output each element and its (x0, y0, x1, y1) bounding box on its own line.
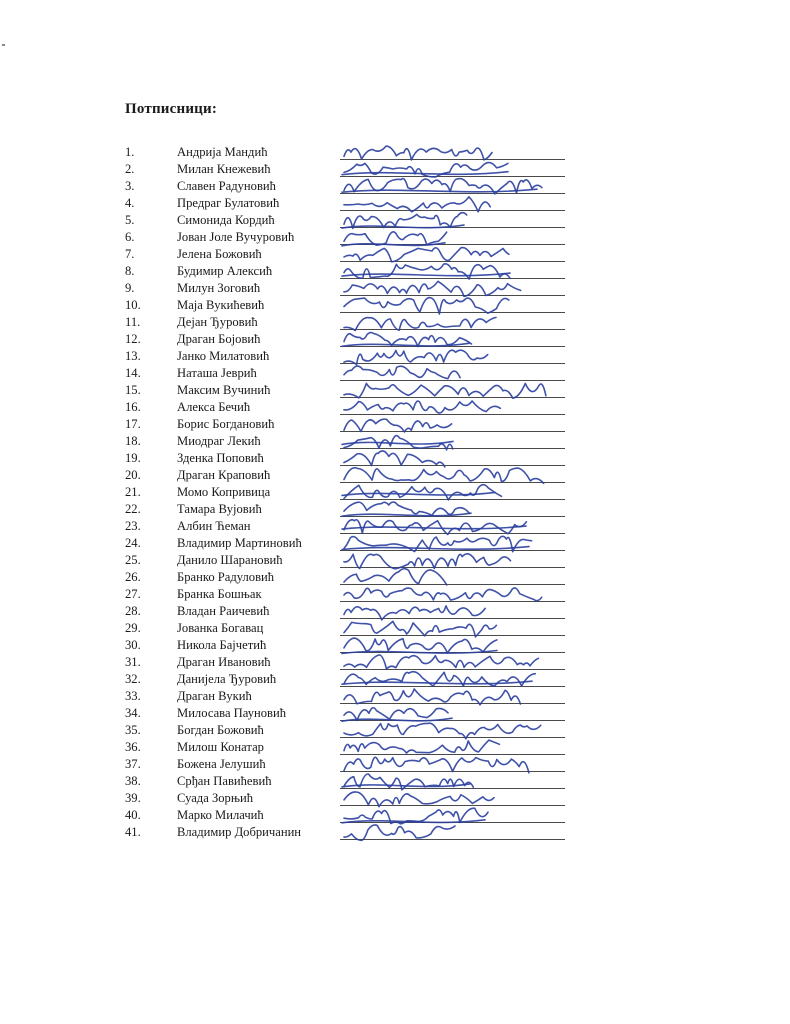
signature-line (340, 244, 565, 245)
signatory-row (125, 212, 565, 229)
signatory-row (125, 552, 565, 569)
signatory-name: Момо Копривица (177, 485, 271, 499)
signatory-name: Драган Вукић (177, 689, 252, 703)
signatory-number: 14. (125, 366, 141, 380)
signatory-row (125, 518, 565, 535)
signatory-number: 32. (125, 672, 141, 686)
signatory-name: Зденка Поповић (177, 451, 264, 465)
signatory-row (125, 637, 565, 654)
signatory-number: 27. (125, 587, 141, 601)
signatory-row (125, 433, 565, 450)
signatory-name: Јованка Богавац (177, 621, 264, 635)
signature-line (340, 652, 565, 653)
signatory-number: 1. (125, 145, 135, 159)
signatory-row (125, 297, 565, 314)
signatory-name: Албин Ћеман (177, 519, 251, 533)
signatory-number: 25. (125, 553, 141, 567)
signatory-row (125, 246, 565, 263)
signatory-number: 23. (125, 519, 141, 533)
signature-line (340, 720, 565, 721)
signatory-name: Бранка Бошњак (177, 587, 262, 601)
signatory-row (125, 654, 565, 671)
signatory-row (125, 722, 565, 739)
signatory-name: Божена Јелушић (177, 757, 266, 771)
signatory-name: Милосава Пауновић (177, 706, 287, 720)
signatory-name: Милун Зоговић (177, 281, 261, 295)
signature-line (340, 278, 565, 279)
signatory-name: Наташа Јеврић (177, 366, 257, 380)
signatory-number: 8. (125, 264, 135, 278)
signatory-row (125, 824, 565, 841)
signatory-row (125, 314, 565, 331)
signatory-name: Дејан Ђуровић (177, 315, 258, 329)
signatory-name: Симонида Кордић (177, 213, 275, 227)
signature-line (340, 448, 565, 449)
signatory-row (125, 603, 565, 620)
signatory-name: Суада Зорњић (177, 791, 253, 805)
signatory-number: 2. (125, 162, 135, 176)
signature-line (340, 533, 565, 534)
signature-line (340, 805, 565, 806)
signatory-number: 16. (125, 400, 141, 414)
signatory-name: Богдан Божовић (177, 723, 264, 737)
signatory-row (125, 739, 565, 756)
signatory-row (125, 620, 565, 637)
signatory-number: 37. (125, 757, 141, 771)
signatory-row (125, 399, 565, 416)
signature-line (340, 159, 565, 160)
signatory-number: 13. (125, 349, 141, 363)
signatory-name: Никола Бајчетић (177, 638, 267, 652)
signatory-row (125, 756, 565, 773)
signature-line (340, 397, 565, 398)
signatory-number: 41. (125, 825, 141, 839)
signatory-number: 30. (125, 638, 141, 652)
signatory-name: Владимир Добричанин (177, 825, 302, 839)
signatory-name: Миодраг Лекић (177, 434, 261, 448)
scan-speck (2, 44, 5, 46)
signatory-row (125, 773, 565, 790)
signature-line (340, 635, 565, 636)
signatory-name: Владимир Мартиновић (177, 536, 302, 550)
signature-line (340, 414, 565, 415)
signatory-number: 15. (125, 383, 141, 397)
signatory-name: Владан Раичевић (177, 604, 270, 618)
signature-line (340, 584, 565, 585)
signatory-row (125, 450, 565, 467)
signature-line (340, 210, 565, 211)
signatory-row (125, 195, 565, 212)
signatory-name: Будимир Алексић (177, 264, 273, 278)
signature-line (340, 193, 565, 194)
signatory-name: Јелена Божовић (177, 247, 262, 261)
signatory-row (125, 705, 565, 722)
signatory-number: 12. (125, 332, 141, 346)
signatory-row (125, 484, 565, 501)
signatory-row (125, 144, 565, 161)
signature-line (340, 550, 565, 551)
signature-line (340, 601, 565, 602)
signatory-number: 28. (125, 604, 141, 618)
signatory-row (125, 263, 565, 280)
signatory-number: 21. (125, 485, 141, 499)
signature-line (340, 329, 565, 330)
signatory-number: 33. (125, 689, 141, 703)
signatory-name: Марко Милачић (177, 808, 264, 822)
signature-line (340, 261, 565, 262)
signatory-number: 29. (125, 621, 141, 635)
signature-line (340, 737, 565, 738)
signatory-row (125, 586, 565, 603)
signatory-name: Маја Вукићевић (177, 298, 265, 312)
signature-line (340, 567, 565, 568)
signatory-name: Драган Бојовић (177, 332, 261, 346)
signatory-name: Алекса Бечић (177, 400, 251, 414)
signatory-row (125, 535, 565, 552)
signatory-name: Славен Радуновић (177, 179, 276, 193)
signatory-row (125, 501, 565, 518)
signature-line (340, 669, 565, 670)
signatory-name: Данијела Ђуровић (177, 672, 277, 686)
signature-line (340, 465, 565, 466)
signatory-number: 19. (125, 451, 141, 465)
signatory-number: 36. (125, 740, 141, 754)
signature-line (340, 516, 565, 517)
signatory-row (125, 688, 565, 705)
signatory-name: Данило Шарановић (177, 553, 283, 567)
signatory-name: Милан Кнежевић (177, 162, 271, 176)
signatory-number: 35. (125, 723, 141, 737)
signature-line (340, 363, 565, 364)
signatory-row (125, 229, 565, 246)
signatory-name: Срђан Павићевић (177, 774, 272, 788)
signatory-number: 4. (125, 196, 135, 210)
signatory-name: Јанко Милатовић (177, 349, 270, 363)
signatory-name: Максим Вучинић (177, 383, 271, 397)
signatory-name: Драган Краповић (177, 468, 271, 482)
signatory-row (125, 467, 565, 484)
signature-line (340, 686, 565, 687)
signatory-name: Драган Ивановић (177, 655, 271, 669)
signature-line (340, 176, 565, 177)
signatory-row (125, 807, 565, 824)
signatory-row (125, 382, 565, 399)
signatory-row (125, 161, 565, 178)
signatory-number: 5. (125, 213, 135, 227)
signature-line (340, 482, 565, 483)
signatory-number: 9. (125, 281, 135, 295)
signatory-number: 31. (125, 655, 141, 669)
signatory-name: Андрија Мандић (177, 145, 268, 159)
signature-line (340, 431, 565, 432)
signature-line (340, 346, 565, 347)
signatory-row (125, 569, 565, 586)
signatory-row (125, 790, 565, 807)
signatory-number: 39. (125, 791, 141, 805)
signatory-number: 17. (125, 417, 141, 431)
signature-line (340, 703, 565, 704)
signature-line (340, 754, 565, 755)
signatory-number: 38. (125, 774, 141, 788)
signatory-name: Бранко Радуловић (177, 570, 275, 584)
signatory-row (125, 331, 565, 348)
signature-line (340, 771, 565, 772)
signature-line (340, 839, 565, 840)
signatory-number: 11. (125, 315, 141, 329)
signatory-row (125, 365, 565, 382)
signatory-number: 6. (125, 230, 135, 244)
signatory-number: 24. (125, 536, 141, 550)
signatory-number: 22. (125, 502, 141, 516)
signatory-number: 20. (125, 468, 141, 482)
signatory-row (125, 178, 565, 195)
signatory-number: 26. (125, 570, 141, 584)
signature-line (340, 312, 565, 313)
signatory-number: 18. (125, 434, 141, 448)
signatories-list (125, 144, 565, 841)
signatory-number: 10. (125, 298, 141, 312)
signatory-number: 34. (125, 706, 141, 720)
signatory-row (125, 348, 565, 365)
signatory-name: Тамара Вујовић (177, 502, 262, 516)
signatory-row (125, 280, 565, 297)
signatory-row (125, 671, 565, 688)
signatory-number: 3. (125, 179, 135, 193)
signatory-name: Јован Јоле Вучуровић (177, 230, 295, 244)
signature-line (340, 618, 565, 619)
signature-line (340, 822, 565, 823)
signature-line (340, 380, 565, 381)
signature-line (340, 499, 565, 500)
signatory-row (125, 416, 565, 433)
signature-line (340, 788, 565, 789)
signature-line (340, 295, 565, 296)
page-title: Потписници: (125, 101, 218, 117)
signatory-name: Милош Конатар (177, 740, 264, 754)
signatory-name: Борис Богдановић (177, 417, 275, 431)
signatory-number: 40. (125, 808, 141, 822)
signature-line (340, 227, 565, 228)
signatory-name: Предраг Булатовић (177, 196, 280, 210)
signatory-number: 7. (125, 247, 135, 261)
